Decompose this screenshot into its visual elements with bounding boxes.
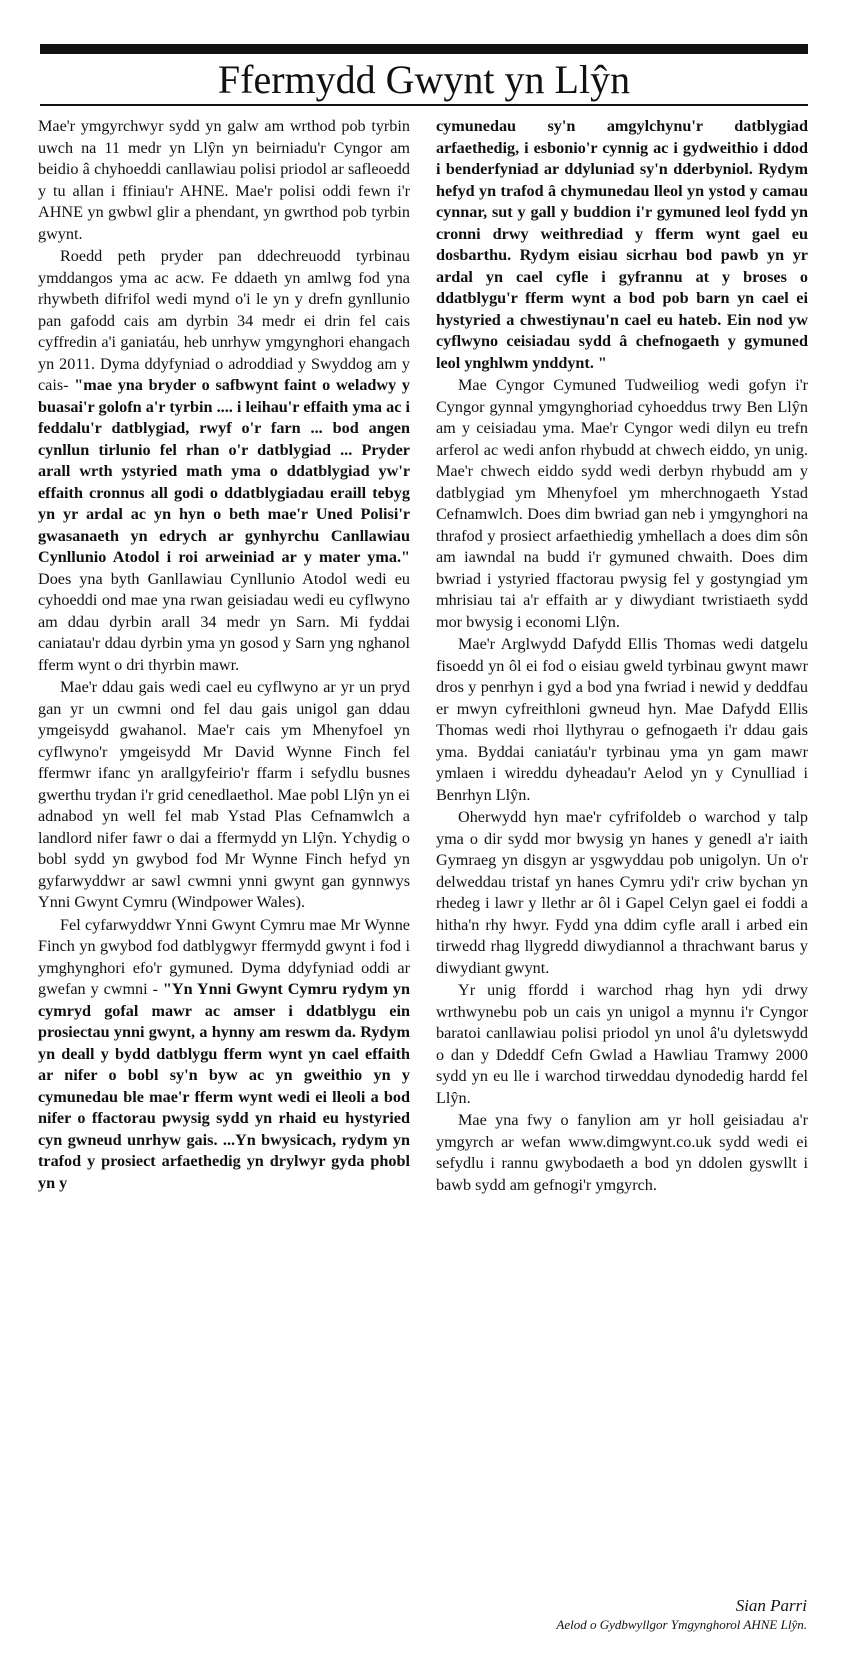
paragraph-text: Roedd peth pryder pan ddechreuodd tyrbinau ymddangos yma ac acw. Fe ddaeth yn amlwg fod yna rhywbeth difrifol wedi mynd o'i le yn y drefn gynllunio pan gafodd cais am dyrbin 34 medr ei drin fel cais cyffredin a'i ganiatáu, heb unrhyw ymgynghori ehangach yn 2011. Dyma ddyfyniad o adroddiad y Swyddog am y cais- — [38, 247, 410, 394]
paragraph-text: Mae'r ddau gais wedi cael eu cyflwyno ar yr un pryd gan yr un cwmni ond fel dau gais unigol gan ddau ymgeisydd gwahanol. Mae'r cais ym Mhenyfoel yn cyflwyno'r ymgeisydd Mr David Wynne Finch fel ffermwr ifanc yn arallgyfeirio'r ffarm i sefydlu busnes gwerthu trydan i'r grid cenedlaethol. Mae pobl Llŷn yn ei adnabod yn well fel mab Ystad Plas Cefnamwlch a landlord nifer fawr o dai a ffermydd yn Llŷn. Ychydig o bobl sydd yn gwybod fod Mr Wynne Finch hefyd yn gyfarwyddwr ar sawl cwmni ynni gwynt gan gynnwys Ynni Gwynt Cymru (Windpower Wales). — [38, 678, 410, 911]
paragraph — [38, 116, 410, 245]
top-rule-bar — [40, 44, 808, 54]
paragraph-text: Yr unig ffordd i warchod rhag hyn ydi drwy wrthwynebu pob un cais yn unigol a mynnu i'r Cyngor baratoi canllawiau polisi priodol yn unol â'u dyletswydd o dan y Ddeddf Cefn Gwlad a Hawliau Tramwy 2000 sydd yn eu lle i warchod tirweddau dynodedig hardd fel Llŷn. — [436, 981, 808, 1107]
paragraph-text: Mae'r Arglwydd Dafydd Ellis Thomas wedi datgelu fisoedd yn ôl ei fod o eisiau gweld tyrbinau gwynt mawr dros y penrhyn i gyd a bod yna fwriad i newid y deddfau er mwyn cyfreithloni gwneud hyn. Mae Dafydd Ellis Thomas wedi rhoi llythyrau o gefnogaeth i'r ddau gais yma. Byddai caniatáu'r tyrbinau yma yn gam mawr ymlaen i wireddu dyheadau'r Aelod yn y Cynulliad i Benrhyn Llŷn. — [436, 635, 808, 804]
right-column — [436, 116, 808, 1196]
paragraph — [436, 807, 808, 979]
paragraph — [436, 980, 808, 1109]
title-rule — [40, 104, 808, 106]
author-role: Aelod o Gydbwyllgor Ymgynghorol AHNE Llŷn. — [556, 1617, 807, 1632]
paragraph-text: Fel cyfarwyddwr Ynni Gwynt Cymru mae Mr Wynne Finch yn gwybod fod datblygwyr ffermydd gwynt i fod i ymghynghori efo'r gymuned. Dyma ddyfyniad oddi ar gwefan y cwmni - — [38, 915, 410, 998]
article-title: Ffermydd Gwynt yn Llŷn — [217, 57, 631, 102]
left-column — [38, 116, 410, 1194]
quote-text: cymunedau sy'n amgylchynu'r datblygiad arfaethedig, i esbonio'r cynnig ac i gydweithio i ddod i benderfyniad ar ddyluniad sy'n dderbyniol. Rydym hefyd yn trafod â chymunedau lleol yn ystod y camau cynnar, sut y gall y buddion i'r gymuned leol fydd yn cronni drwy weithrediad y fferm wynt gael eu dosbarthu. Rydym eisiau sicrhau bod pawb yn yr ardal yn cael cyfle i gyfrannu at y broses o ddatblygu'r fferm wynt a bod pob barn yn cael ei hystyried a chwestiynau'n cael eu hateb. Ein nod yw cyflwyno ceisiadau sydd â chefnogaeth y gymuned leol ynghlwm ynddynt. " — [436, 117, 808, 372]
paragraph — [436, 375, 808, 633]
paragraph — [38, 677, 410, 914]
paragraph — [38, 915, 410, 1195]
paragraph — [436, 1110, 808, 1196]
paragraph — [436, 634, 808, 806]
author-name: Sian Parri — [735, 1596, 807, 1615]
quote-text: "mae yna bryder o safbwynt faint o weladwy y buasai'r golofn a'r tyrbin .... i leihau'r effaith yma ac i feddalu'r datblygiad, rwyf o'r farn ... bod angen cynllun tirlunio fel rhan o'r datblygiad ... Pryder arall wrth ystyried math yma o ddatblygiad yw'r effaith cronnus all godi o ddatblygiadau eraill tebyg yn yr ardal ac yn hyn o beth mae'r Uned Polisi'r gwasanaeth yn edrych ar gynhyrchu Canllawiau Cynllunio Atodol i roi arweiniad ar y mater yma." — [38, 376, 410, 566]
paragraph-text: Does yna byth Ganllawiau Cynllunio Atodol wedi eu cyhoeddi ond mae yna rwan geisiadau wedi eu cyflwyno am ddau dyrbin arall 34 medr yn Sarn. Mi fyddai caniatau'r ddau dyrbin yma yn gosod y Sarn yng nghanol fferm wynt o dri thyrbin mawr. — [38, 569, 410, 674]
paragraph-text: Oherwydd hyn mae'r cyfrifoldeb o warchod y talp yma o dir sydd mor bwysig yn hanes y genedl a'r iaith Gymraeg yn disgyn ar ysgwyddau pob unigolyn. Un o'r delweddau tristaf yn hanes Cymru ydi'r criw bychan yn rhedeg i lawr y llethr ar ôl i Gapel Celyn gael ei foddi a hitha'n rhy hwyr. Fydd yna ddim cyfle arall i arbed ein tirwedd rhag llygredd diwydiannol a thrachwant barus y diwydiant gwynt. — [436, 808, 808, 977]
paragraph-text: Mae'r ymgyrchwyr sydd yn galw am wrthod pob tyrbin uwch na 11 medr yn Llŷn yn beirniadu'r Cyngor am beidio â chyhoeddi canllawiau polisi priodol ar safleoedd y tu allan i ffiniau'r AHNE. Mae'r polisi oddi fewn i'r AHNE yn gwbwl glir a phendant, yn gwrthod pob tyrbin gwynt. — [38, 117, 410, 243]
quote-text: "Yn Ynni Gwynt Cymru rydym yn cymryd gofal mawr ac amser i ddatblygu ein prosiectau ynni gwynt, a hynny am reswm da. Rydym yn deall y bydd datblygu fferm wynt yn cael effaith ar nifer o bobl sy'n byw ac yn gweithio yn y cymunedau ble mae'r fferm wynt wedi ei lleoli a bod nifer o ffactorau pwysig sydd yn rhaid eu hystyried cyn gwneud unrhyw gais. ...Yn bwysicach, rydym yn trafod y prosiect arfaethedig yn drylwyr gyda phobl yn y — [38, 980, 411, 1192]
paragraph — [436, 116, 808, 374]
paragraph — [38, 246, 410, 676]
signature-block — [556, 1596, 807, 1634]
paragraph-text: Mae Cyngor Cymuned Tudweiliog wedi gofyn i'r Cyngor gynnal ymgynghoriad cyhoeddus trwy Ben Llŷn am y ceisiadau yma. Mae'r Cyngor wedi dilyn eu trefn arferol ac wedi anfon rhybudd at chwech eiddo, yn unig. Mae'r chwech eiddo sydd wedi derbyn rhybudd am y datblygiad ym Mhenyfoel ym mherchnogaeth Ystad Cefnamwlch. Does dim bwriad gan neb i ymgynghori na thrafod y prosiect arfaethiedig ymhellach a does dim sôn am iawndal na budd i'r gymuned chwaith. Does dim bwriad i ystyried ffactorau pwysig fel y gostyngiad ym mhrisiau tai a'r effaith ar y diwydiant twristiaeth sydd mor bwysig i economi Llŷn. — [436, 376, 808, 631]
paragraph-text: Mae yna fwy o fanylion am yr holl geisiadau a'r ymgyrch ar wefan www.dimgwynt.co.uk sydd wedi ei sefydlu i rannu gwybodaeth a bod yn ddolen gyswllt i bawb sydd am gefnogi'r ymgyrch. — [436, 1111, 808, 1194]
